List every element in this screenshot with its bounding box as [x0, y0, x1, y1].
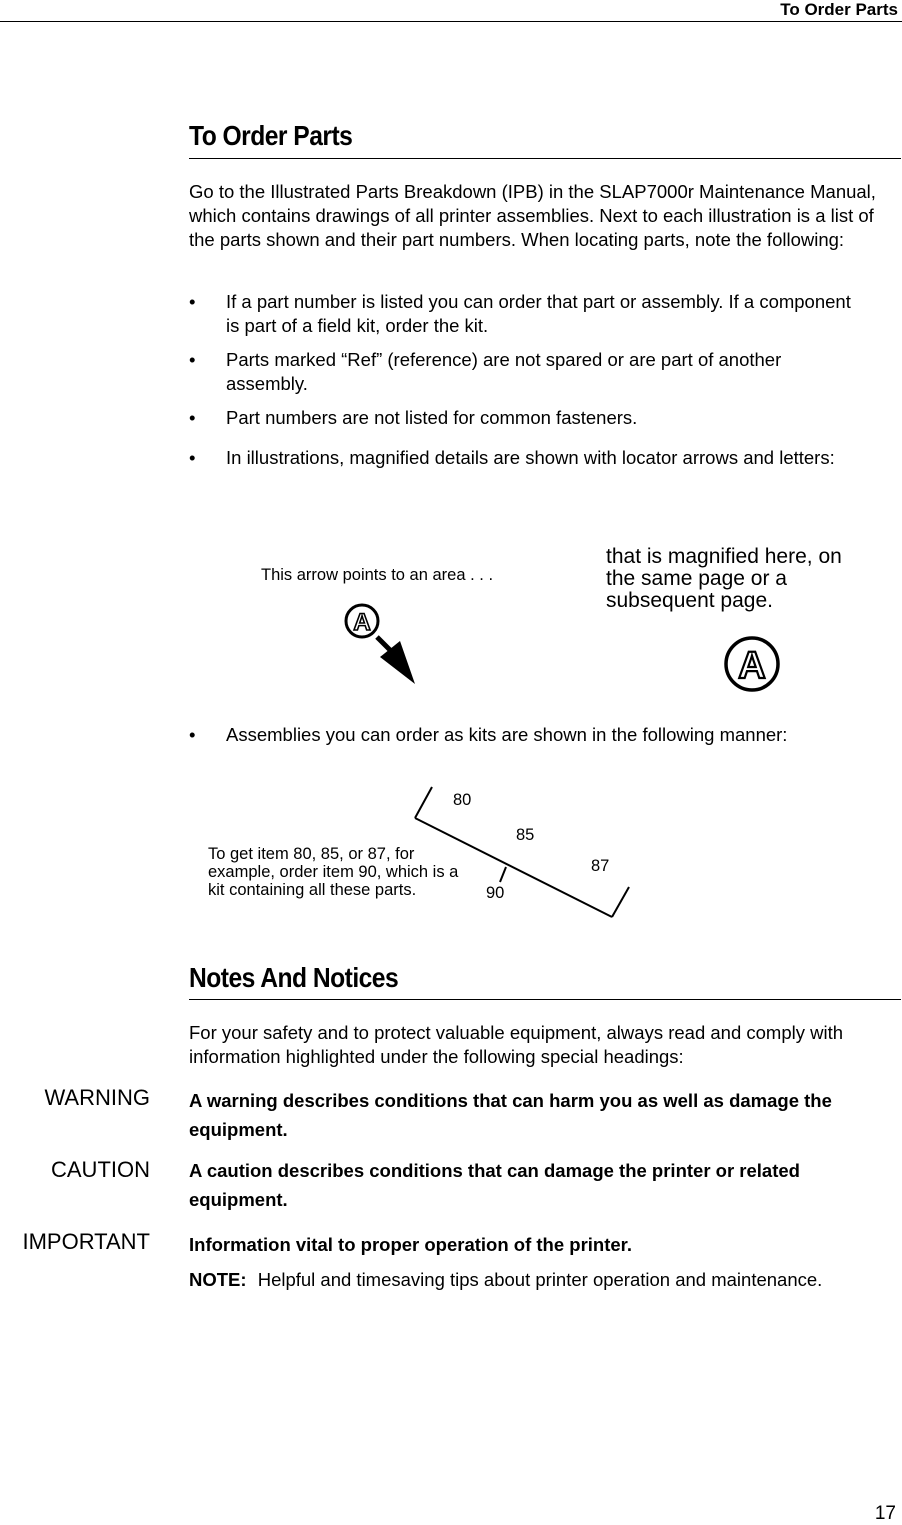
arrow-letter: A [353, 609, 371, 636]
bullet-text: Part numbers are not listed for common fasteners. [226, 407, 638, 428]
important-text: Information vital to proper operation of the printer. [189, 1234, 632, 1255]
kit-label-80: 80 [453, 791, 472, 809]
note-line [189, 1268, 901, 1292]
bullet-text: Parts marked “Ref” (reference) are not spared or are part of another assembly. [226, 349, 782, 394]
caution-text: A caution describes conditions that can damage the printer or related equipment. [189, 1160, 800, 1210]
detail-letter: A [738, 645, 766, 687]
running-head: To Order Parts [780, 0, 898, 19]
arrow-caption: This arrow points to an area . . . [261, 566, 494, 584]
section-title-to-order-parts: To Order Parts [189, 120, 353, 151]
kit-caption: To get item 80, 85, or 87, for example, order item 90, which is a kit containing all these parts. [208, 845, 459, 899]
magnified-caption: that is magnified here, on the same page or a subsequent page. [606, 545, 842, 612]
warning-label: WARNING [44, 1085, 150, 1110]
caution-label: CAUTION [51, 1157, 150, 1182]
bullet-mark: • [189, 291, 196, 312]
intro-paragraph: Go to the Illustrated Parts Breakdown (IPB) in the SLAP7000r Maintenance Manual, which contains drawings of all printer assemblies. Next to each illustration is a list of the parts shown and their part numbers. When locating parts, note the following: [189, 181, 876, 250]
locator-arrow-icon [346, 605, 415, 684]
page-number: 17 [874, 1503, 896, 1524]
section-title-notes-and-notices: Notes And Notices [189, 962, 399, 993]
kit-label-85: 85 [516, 826, 535, 844]
note-label: NOTE: [189, 1269, 247, 1290]
bullet-mark: • [189, 724, 196, 745]
bullet-text: In illustrations, magnified details are shown with locator arrows and letters: [226, 447, 835, 468]
notices-intro: For your safety and to protect valuable equipment, always read and comply with information highlighted under the following special headings: [189, 1022, 844, 1067]
bullet-text: If a part number is listed you can order that part or assembly. If a component is part of a field kit, order the kit. [226, 291, 851, 336]
important-label: IMPORTANT [22, 1229, 150, 1254]
section-rule [189, 999, 901, 1000]
bullet-mark: • [189, 447, 196, 468]
kit-label-90: 90 [486, 884, 505, 902]
detail-letter-icon [726, 638, 778, 690]
kit-label-87: 87 [591, 857, 610, 875]
bullet-text: Assemblies you can order as kits are shown in the following manner: [226, 724, 788, 745]
warning-text: A warning describes conditions that can harm you as well as damage the equipment. [189, 1090, 832, 1140]
bullet-mark: • [189, 349, 196, 370]
bullet-mark: • [189, 407, 196, 428]
note-text: Helpful and timesaving tips about printer operation and maintenance. [257, 1269, 823, 1290]
